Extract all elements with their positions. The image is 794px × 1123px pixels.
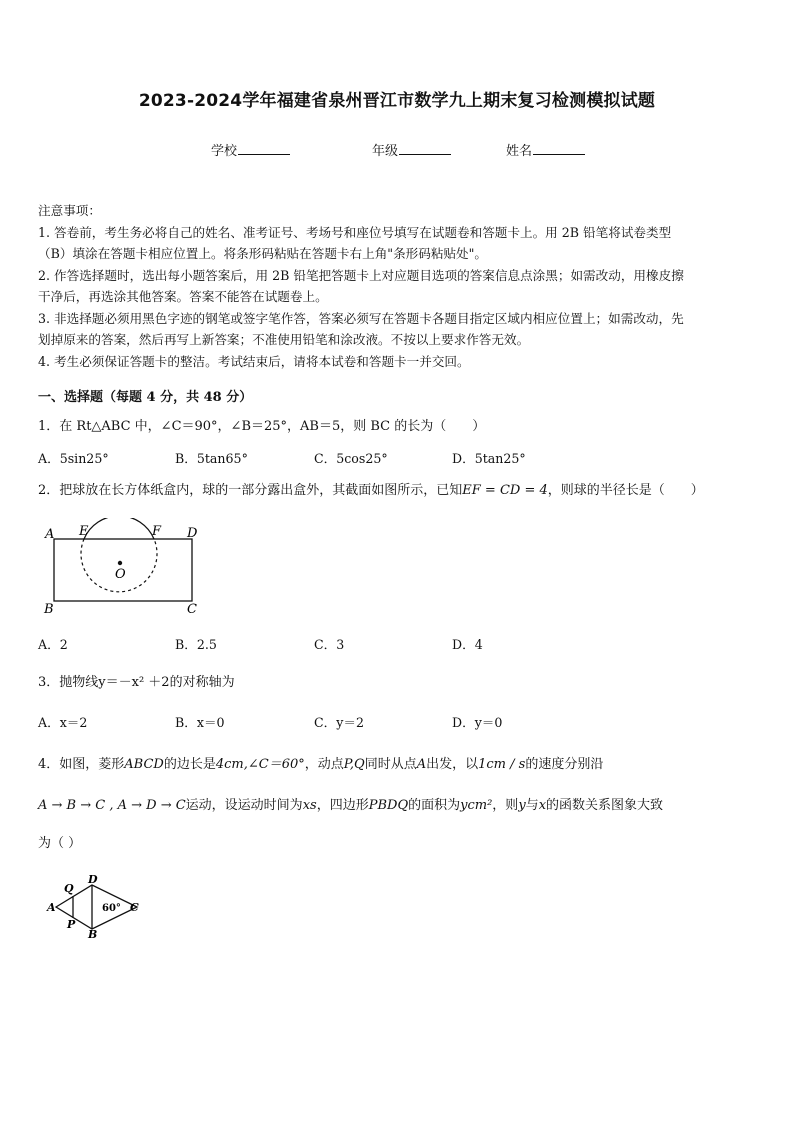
q2-text-post: ，则球的半径长是（ ） bbox=[547, 483, 704, 498]
q4-text: 与 bbox=[525, 798, 539, 813]
label-f: F bbox=[152, 524, 162, 539]
school-label: 学校 bbox=[211, 144, 238, 159]
q4-text: 的速度分别沿 bbox=[525, 757, 604, 772]
label-d: D bbox=[187, 526, 198, 541]
label-d: D bbox=[88, 873, 98, 886]
q2-option-b: B．2.5 bbox=[175, 637, 217, 652]
notes-line: 干净后，再选涂其他答案。答案不能答在试题卷上。 bbox=[38, 289, 328, 304]
label-p: P bbox=[67, 918, 76, 931]
page-title: 2023-2024学年福建省泉州晋江市数学九上期末复习检测模拟试题 bbox=[138, 91, 656, 111]
label-o: O bbox=[115, 567, 126, 582]
q4-text: 的函数关系图象大致 bbox=[546, 798, 664, 813]
q4-text: 的面积为 bbox=[408, 798, 461, 813]
question-4-line-2 bbox=[38, 794, 663, 813]
ball-arc-outside bbox=[84, 518, 154, 539]
grade-field bbox=[372, 140, 451, 159]
q4-math: ycm² bbox=[460, 798, 493, 813]
label-a: A bbox=[45, 527, 55, 542]
q4-math: A → B → C , A → D → C bbox=[38, 798, 186, 813]
q1-option-a: A．5sin25° bbox=[38, 451, 109, 466]
question-3-text bbox=[38, 671, 235, 690]
q4-math: x bbox=[538, 798, 547, 813]
question-1-text: 1．在 Rt△ABC 中，∠C＝90°，∠B＝25°，AB＝5，则 BC 的长为（ ） bbox=[38, 419, 486, 434]
notes-line: 3. 非选择题必须用黑色字迹的钢笔或签字笔作答，答案必须写在答题卡各题目指定区域内相应位置上；如需改动，先 bbox=[38, 310, 684, 326]
label-c: C bbox=[187, 602, 197, 617]
q4-text: ，动点 bbox=[304, 757, 344, 772]
q2-option-a: A．2 bbox=[38, 637, 68, 652]
ball-arc-inside bbox=[81, 539, 157, 592]
notes-line: 划掉原来的答案，然后再写上新答案；不准使用铅笔和涂改液。不按以上要求作答无效。 bbox=[38, 332, 530, 347]
question-4-line-1 bbox=[38, 753, 603, 772]
q4-math: xs bbox=[302, 798, 317, 813]
q4-math: 4cm,∠C＝60° bbox=[215, 757, 305, 772]
q4-text: 4．如图，菱形 bbox=[38, 757, 125, 772]
q1-option-c: C．5cos25° bbox=[314, 451, 388, 466]
exam-notes bbox=[38, 200, 760, 372]
notes-line: 1. 答卷前，考生务必将自己的姓名、准考证号、考场号和座位号填写在试题卷和答题卡上。用 2B 铅笔将试卷类型 bbox=[38, 224, 672, 240]
question-2-text bbox=[38, 479, 704, 498]
q3-math: y＝－x² ＋2 bbox=[98, 675, 170, 690]
q1-option-d: D．5tan25° bbox=[452, 451, 526, 466]
notes-line: 4. 考生必须保证答题卡的整洁。考试结束后，请将本试卷和答题卡一并交回。 bbox=[38, 353, 470, 369]
q4-math: P,Q bbox=[343, 757, 365, 772]
q4-math: A bbox=[416, 757, 427, 772]
q4-math: 1cm / s bbox=[478, 757, 526, 772]
grade-blank bbox=[399, 154, 451, 155]
label-angle: 60° bbox=[102, 903, 121, 914]
q2-figure bbox=[36, 518, 208, 618]
label-e: E bbox=[79, 524, 89, 539]
q3-option-a: A．x＝2 bbox=[38, 715, 88, 730]
name-label: 姓名 bbox=[506, 144, 533, 159]
notes-heading: 注意事项： bbox=[38, 203, 101, 218]
notes-line: （B）填涂在答题卡相应位置上。将条形码粘贴在答题卡右上角"条形码粘贴处"。 bbox=[38, 246, 488, 261]
q4-math: y bbox=[518, 798, 526, 813]
q3-option-c: C．y＝2 bbox=[314, 715, 364, 730]
q3-option-b: B．x＝0 bbox=[175, 715, 225, 730]
q4-text: ，四边形 bbox=[316, 798, 369, 813]
question-4-line-3: 为（ ） bbox=[38, 836, 82, 851]
label-b: B bbox=[44, 602, 54, 617]
q4-text: 的边长是 bbox=[163, 757, 216, 772]
label-a: A bbox=[47, 901, 56, 914]
q4-text: 运动，设运动时间为 bbox=[185, 798, 303, 813]
q2-math: EF = CD = 4 bbox=[462, 483, 548, 498]
q1-option-b: B．5tan65° bbox=[175, 451, 248, 466]
q4-text: 同时从点 bbox=[364, 757, 417, 772]
q3-text-pre: 3．抛物线 bbox=[38, 675, 99, 690]
name-blank bbox=[533, 154, 585, 155]
q4-math: PBDQ bbox=[368, 798, 409, 813]
notes-line: 2. 作答选择题时，选出每小题答案后，用 2B 铅笔把答题卡上对应题目选项的答案信息点涂黑；如需改动，用橡皮擦 bbox=[38, 267, 684, 283]
q3-text-post: 的对称轴为 bbox=[169, 675, 235, 690]
q2-option-d: D．4 bbox=[452, 637, 483, 652]
q2-option-c: C．3 bbox=[314, 637, 345, 652]
label-q: Q bbox=[64, 882, 74, 895]
school-field bbox=[211, 140, 290, 159]
label-c: C bbox=[130, 901, 139, 914]
name-field bbox=[506, 140, 585, 159]
section-heading: 一、选择题（每题 4 分，共 48 分） bbox=[38, 390, 253, 405]
grade-label: 年级 bbox=[372, 144, 399, 159]
label-b: B bbox=[88, 928, 98, 938]
q2-text-pre: 2．把球放在长方体纸盒内，球的一部分露出盒外，其截面如图所示，已知 bbox=[38, 483, 463, 498]
q4-text: ，则 bbox=[492, 798, 519, 813]
q3-option-d: D．y＝0 bbox=[452, 715, 503, 730]
center-point bbox=[118, 561, 122, 565]
q4-rhombus-figure bbox=[44, 872, 144, 938]
q4-text: 出发，以 bbox=[426, 757, 479, 772]
school-blank bbox=[238, 154, 290, 155]
q4-math: ABCD bbox=[124, 757, 164, 772]
